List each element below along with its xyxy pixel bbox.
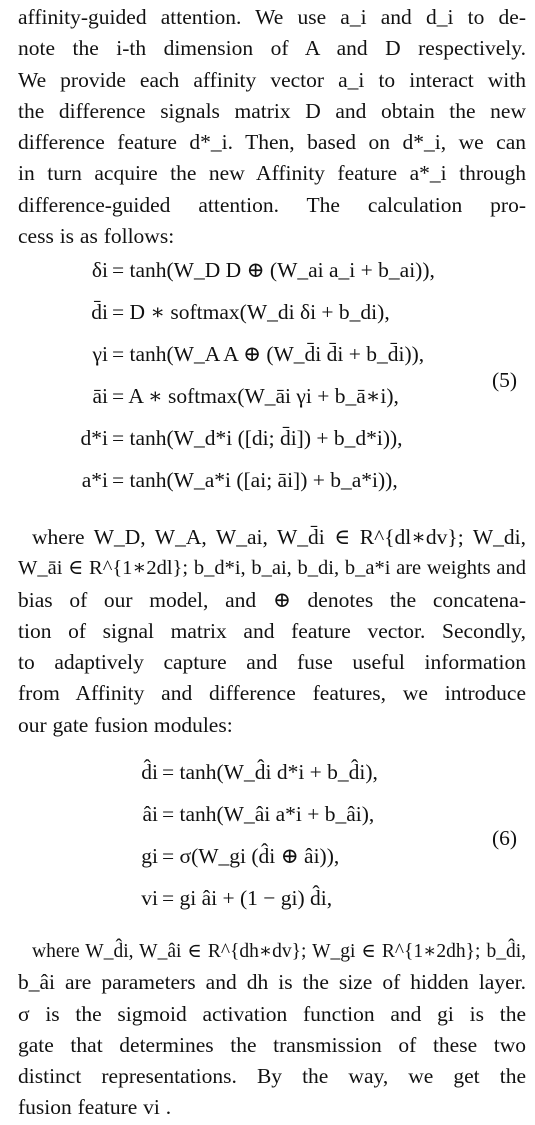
equation-rhs: = tanh(W_a*i ([ai; āi]) + b_a*i)), (112, 468, 398, 492)
text-line: bias of our model, and ⊕ denotes the concatena- (18, 587, 526, 612)
text-line: distinct representations. By the way, we get the (18, 1064, 526, 1089)
equation-lhs: d̂i (141, 760, 158, 784)
paragraph-parameters (18, 936, 526, 1124)
equation-lhs: âi (142, 802, 158, 826)
equation-rhs: = D ∗ softmax(W_di δi + b_di), (112, 300, 390, 324)
equation-lhs: d̄i (91, 300, 108, 324)
paragraph-weights (18, 522, 526, 741)
paragraph-affinity-guided (18, 2, 526, 252)
equation-rhs: = gi âi + (1 − gi) d̂i, (162, 886, 333, 910)
equation-number: (5) (492, 368, 518, 392)
text-line: fusion feature vi . (18, 1095, 172, 1120)
equation-rhs: = tanh(W_d*i ([di; d̄i]) + b_d*i)), (112, 426, 403, 450)
equation-rhs: = σ(W_gi (d̂i ⊕ âi)), (162, 844, 340, 868)
text-line: the difference signals matrix D and obtain the new (18, 98, 526, 123)
text-line: b_âi are parameters and dh is the size of hidden layer. (18, 970, 526, 995)
text-line: W_āi ∈ R^{1∗2dl}; b_d*i, b_ai, b_di, b_a*i are weights and (18, 557, 526, 580)
equation-lhs: δi (91, 258, 108, 282)
text-line: to adaptively capture and fuse useful information (18, 650, 526, 675)
equation-lhs: gi (141, 844, 158, 868)
equation-number: (6) (492, 826, 518, 850)
text-line: in turn acquire the new Affinity feature a*_i through (18, 161, 526, 186)
equation-6 (18, 760, 526, 930)
text-line: gate that determines the transmission of these two (18, 1032, 526, 1057)
text-line: difference-guided attention. The calculation pro- (18, 192, 526, 217)
equation-lhs: d*i (80, 426, 108, 450)
equation-5 (18, 258, 526, 508)
text-line: We provide each affinity vector a_i to interact with (18, 67, 526, 92)
equation-rhs: = tanh(W_D D ⊕ (W_ai a_i + b_ai)), (112, 258, 435, 282)
text-line: difference feature d*_i. Then, based on d*_i, we can (18, 130, 526, 155)
text-line: tion of signal matrix and feature vector. Secondly, (18, 618, 526, 643)
text-line: affinity-guided attention. We use a_i and d_i to de- (18, 5, 526, 29)
equation-lhs: vi (141, 886, 158, 910)
equation-lhs: γi (92, 342, 108, 366)
text-line: cess is as follows: (18, 224, 175, 249)
equation-rhs: = A ∗ softmax(W_āi γi + b_ā∗i), (112, 384, 399, 408)
equation-rhs: = tanh(W_A A ⊕ (W_d̄i d̄i + b_d̄i)), (112, 342, 425, 366)
text-line: where W_d̂i, W_âi ∈ R^{dh∗dv}; W_gi ∈ R^{1∗2dh}; b_d̂i, (32, 941, 526, 962)
equation-lhs: a*i (81, 468, 108, 492)
equation-rhs: = tanh(W_âi a*i + b_âi), (162, 802, 375, 826)
text-line: from Affinity and difference features, we introduce (18, 681, 526, 706)
text-line: our gate fusion modules: (18, 712, 233, 737)
equation-lhs: āi (92, 384, 108, 408)
text-line: σ is the sigmoid activation function and gi is the (18, 1001, 526, 1026)
text-line: note the i-th dimension of A and D respectively. (18, 36, 526, 61)
text-line: where W_D, W_A, W_ai, W_d̄i ∈ R^{dl∗dv}; W_di, (32, 525, 526, 549)
equation-rhs: = tanh(W_d̂i d*i + b_d̂i), (162, 760, 378, 784)
